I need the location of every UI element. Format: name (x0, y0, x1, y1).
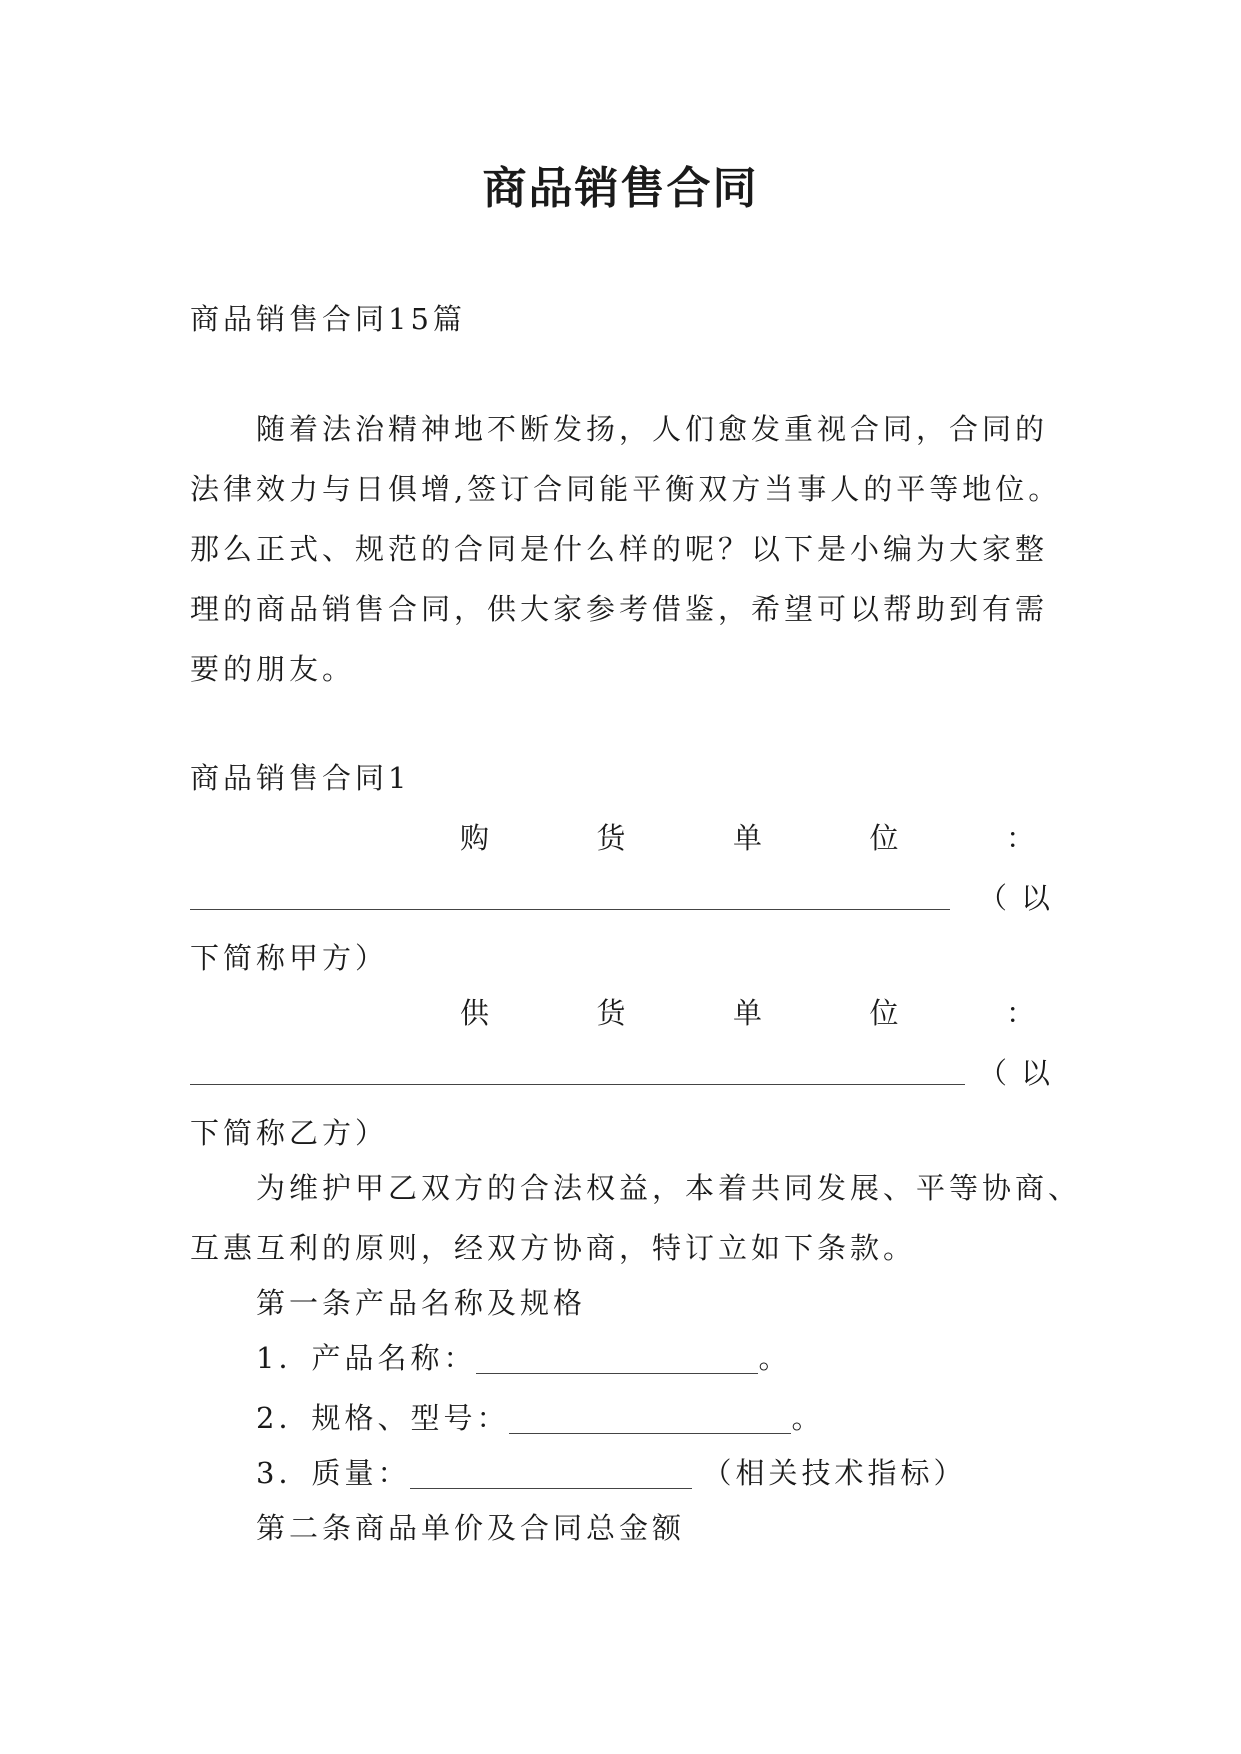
item-product-name-end: 。 (758, 1341, 792, 1375)
seller-label-char: 供 (460, 996, 490, 1030)
seller-label-char: 货 (596, 996, 626, 1030)
seller-tail: （以 (977, 1056, 1064, 1090)
buyer-label-char: 位 (869, 821, 899, 855)
seller-label (460, 993, 1035, 1033)
intro-line-4: 理的商品销售合同，供大家参考借鉴，希望可以帮助到有需 (190, 592, 1049, 626)
intro-line-5: 要的朋友。 (190, 652, 356, 686)
item-quality-label: 3．质量： (256, 1456, 411, 1490)
product-name-blank[interactable] (476, 1345, 758, 1374)
preamble-line-2: 互惠互利的原则，经双方协商，特订立如下条款。 (190, 1231, 917, 1265)
quality-blank[interactable] (410, 1460, 692, 1489)
intro-line-2: 法律效力与日俱增,签订合同能平衡双方当事人的平等地位。 (190, 472, 1062, 506)
item-product-name-label: 1．产品名称： (256, 1341, 477, 1375)
buyer-label-char: 单 (732, 821, 762, 855)
article-2-title: 第二条商品单价及合同总金额 (256, 1511, 686, 1545)
seller-label-char: 单 (732, 996, 762, 1030)
buyer-note: 下简称甲方） (190, 941, 389, 975)
seller-label-char: ： (1005, 996, 1035, 1030)
preamble-line-1: 为维护甲乙双方的合法权益，本着共同发展、平等协商、 (256, 1171, 1082, 1205)
seller-label-char: 位 (869, 996, 899, 1030)
document-title: 商品销售合同 (482, 163, 759, 214)
item-quality (256, 1453, 966, 1493)
item-spec-model-end: 。 (791, 1401, 825, 1435)
intro-line-1: 随着法治精神地不断发扬，人们愈发重视合同，合同的 (256, 412, 1049, 446)
buyer-label-char: ： (1005, 821, 1035, 855)
article-1-title: 第一条产品名称及规格 (256, 1286, 587, 1320)
item-spec-model (256, 1398, 824, 1438)
item-quality-end: （相关技术指标） (702, 1456, 967, 1490)
intro-line-3: 那么正式、规范的合同是什么样的呢？以下是小编为大家整 (190, 532, 1049, 566)
collection-subtitle: 商品销售合同15篇 (190, 302, 466, 336)
contract-heading: 商品销售合同1 (190, 761, 411, 795)
seller-field-row (190, 1053, 1064, 1093)
buyer-label-char: 购 (460, 821, 490, 855)
buyer-field-row (190, 878, 1064, 918)
buyer-name-blank[interactable] (190, 909, 950, 910)
buyer-label (460, 818, 1035, 858)
seller-note: 下简称乙方） (190, 1116, 389, 1150)
seller-name-blank[interactable] (190, 1084, 965, 1085)
spec-model-blank[interactable] (509, 1405, 791, 1434)
buyer-label-char: 货 (596, 821, 626, 855)
buyer-tail: （以 (977, 881, 1064, 915)
item-spec-model-label: 2．规格、型号： (256, 1401, 510, 1435)
item-product-name (256, 1338, 791, 1378)
